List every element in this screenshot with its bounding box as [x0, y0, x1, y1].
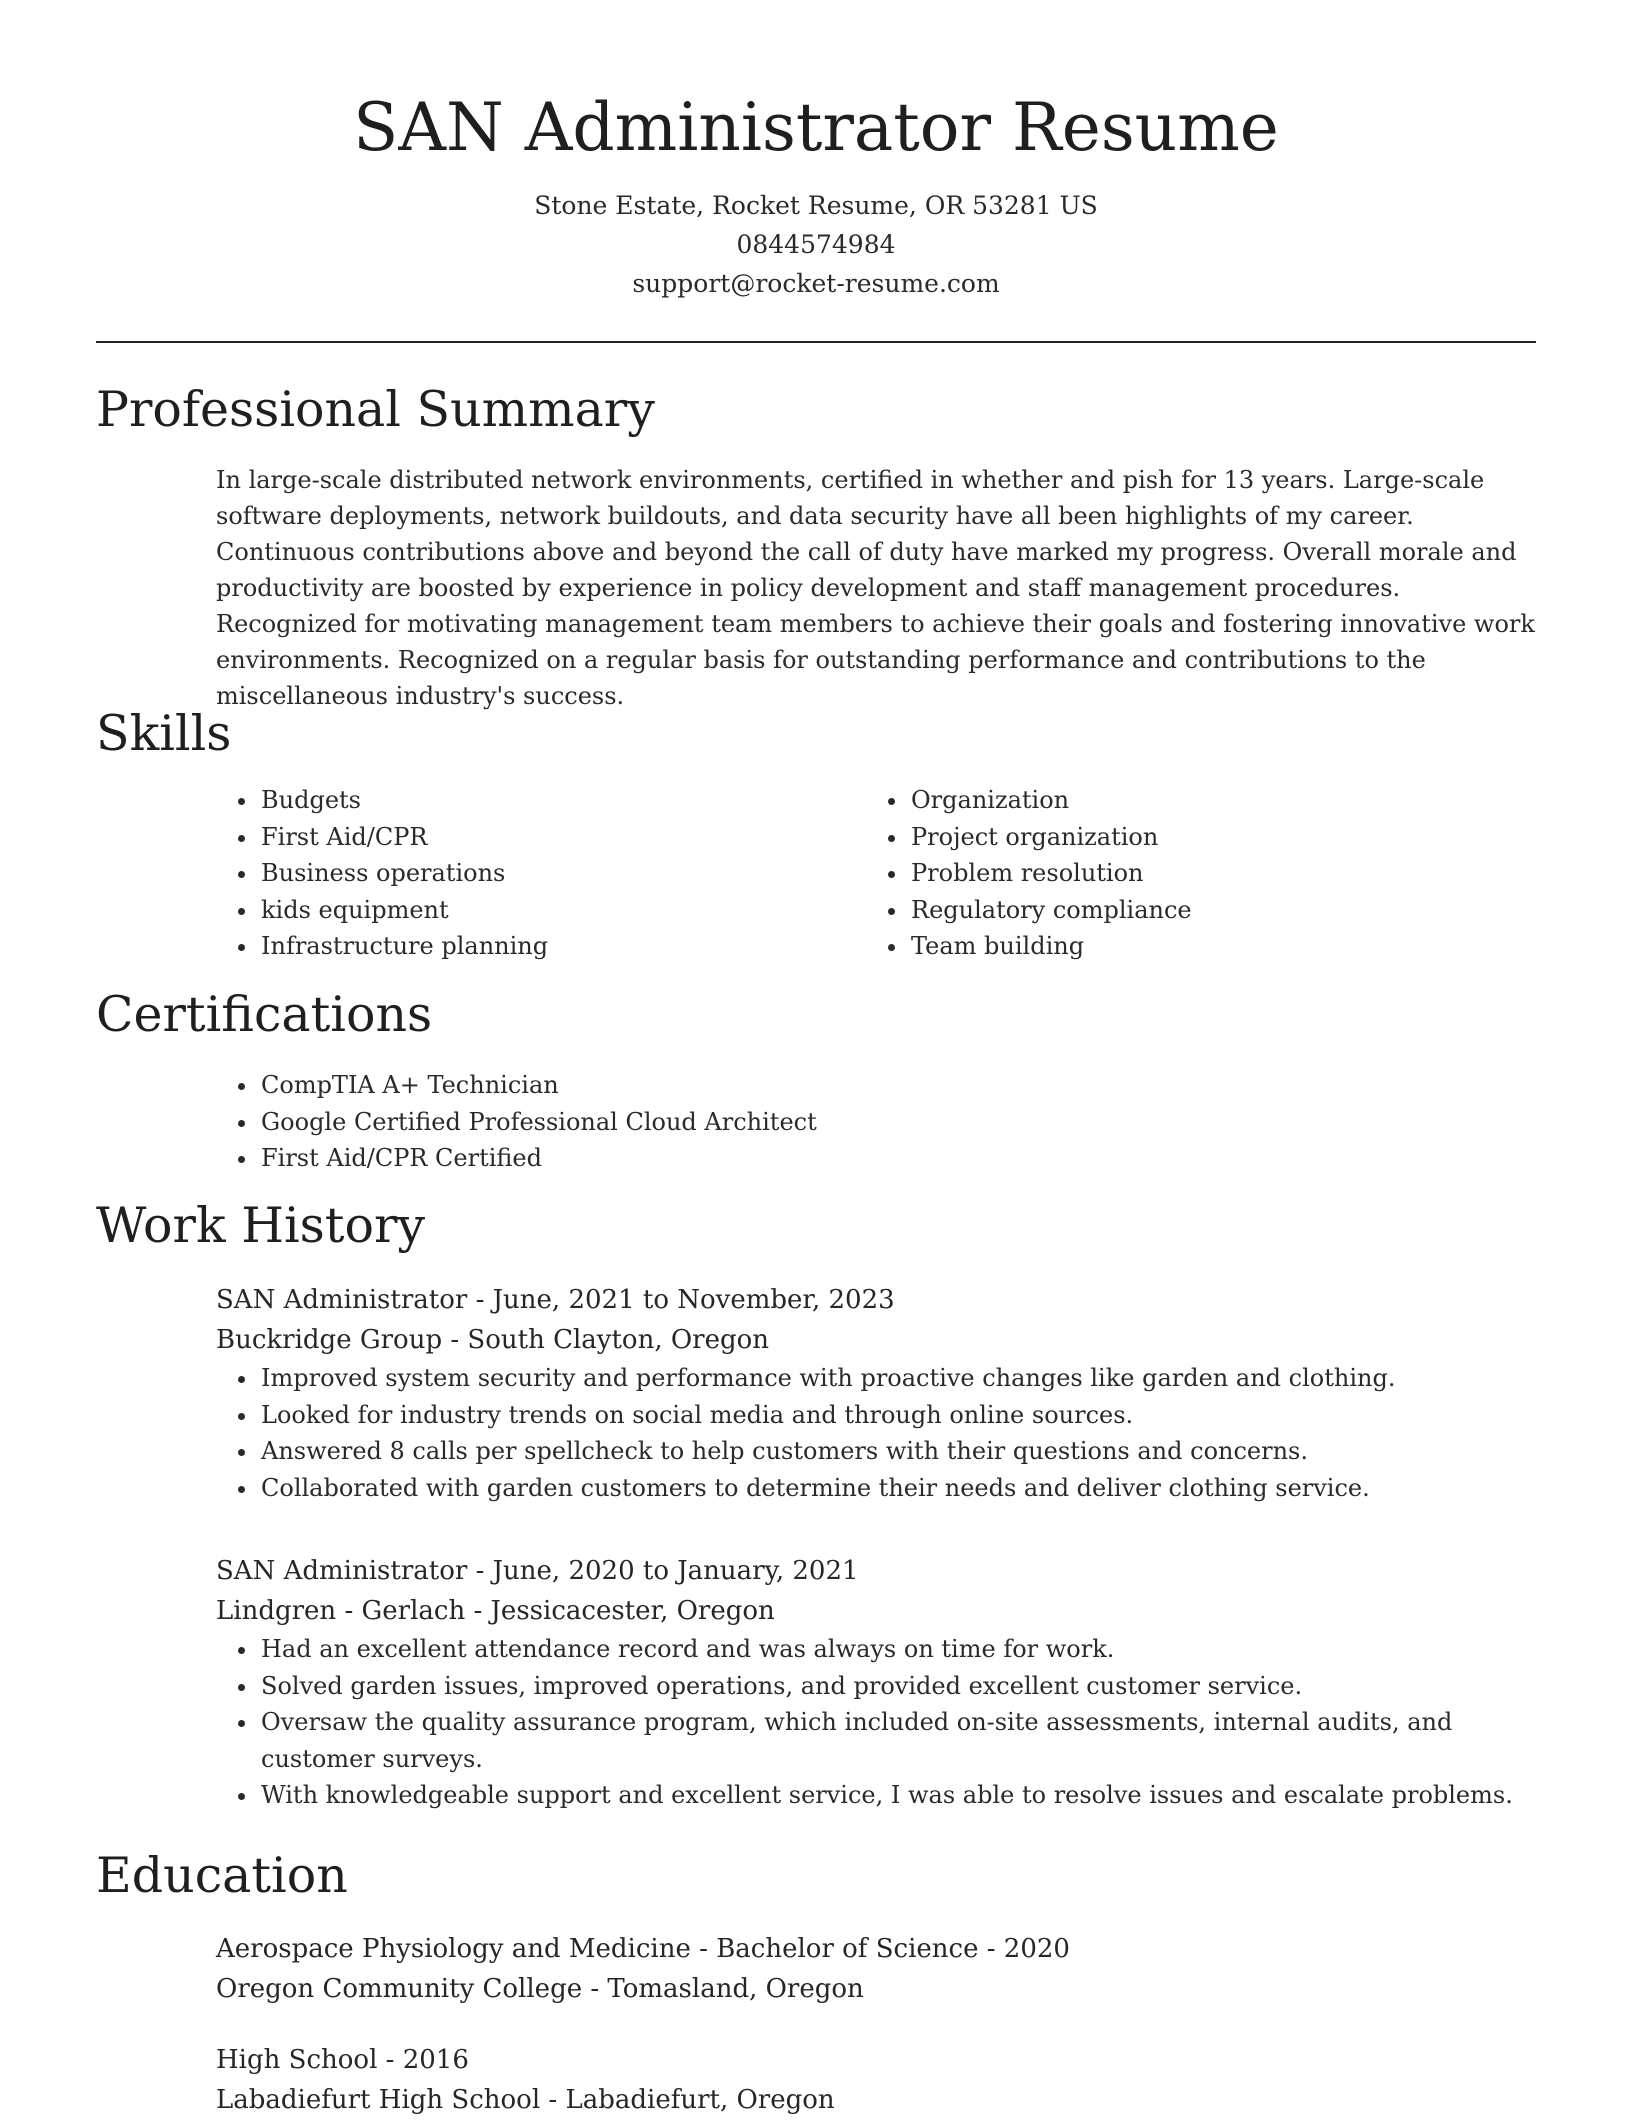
section-heading-summary: Professional Summary — [96, 381, 655, 438]
summary-text: In large-scale distributed network environments, certified in whether and pish for 13 years. Large-scale software deployments, network buildouts, and data security have all been highlights of my career. Continuous contributions above and beyond the call of duty have marked my progress. Overall morale and productivity are boosted by experience in policy development and staff management procedures. Recognized for motivating management team members to achieve their goals and fostering innovative work environments. Recognized on a regular basis for outstanding performance and contributions to the miscellaneous industry's success. — [216, 466, 1535, 710]
job-title-line: SAN Administrator - June, 2021 to November, 2023 — [216, 1285, 895, 1315]
job-bullets — [216, 1360, 1536, 1506]
job-bullets — [216, 1631, 1536, 1814]
list-item: • Infrastructure planning — [259, 928, 836, 965]
list-item: • kids equipment — [259, 892, 836, 929]
job-company-line: Buckridge Group - South Clayton, Oregon — [216, 1325, 770, 1355]
resume-header — [96, 78, 1536, 303]
job-company-line: Lindgren - Gerlach - Jessicacester, Oregon — [216, 1596, 775, 1626]
job-entry — [216, 1280, 1536, 1506]
skills-column-left — [216, 782, 836, 965]
list-item: • Problem resolution — [909, 855, 1536, 892]
list-item: • First Aid/CPR — [259, 819, 836, 856]
education-degree-line: High School - 2016 — [216, 2045, 469, 2075]
education-entry — [216, 1929, 1536, 2009]
contact-email: support@rocket-resume.com — [632, 269, 1000, 298]
list-item: • Answered 8 calls per spellcheck to help customers with their questions and concerns. — [259, 1433, 1536, 1470]
list-item: • Team building — [909, 928, 1536, 965]
list-item: • Collaborated with garden customers to determine their needs and deliver clothing service. — [259, 1470, 1536, 1507]
list-item: • Budgets — [259, 782, 836, 819]
job-entry — [216, 1551, 1536, 1814]
list-item: • Organization — [909, 782, 1536, 819]
contact-address: Stone Estate, Rocket Resume, OR 53281 US — [534, 191, 1098, 220]
list-item: • CompTIA A+ Technician — [259, 1067, 1536, 1104]
list-item: • Looked for industry trends on social media and through online sources. — [259, 1397, 1536, 1434]
list-item: • With knowledgeable support and excellent service, I was able to resolve issues and escalate problems. — [259, 1777, 1536, 1814]
section-heading-education: Education — [96, 1847, 348, 1904]
list-item: • Had an excellent attendance record and was always on time for work. — [259, 1631, 1536, 1668]
list-item: • Project organization — [909, 819, 1536, 856]
certifications-block — [216, 1067, 1536, 1177]
certifications-list — [216, 1067, 1536, 1177]
list-item: • Regulatory compliance — [909, 892, 1536, 929]
list-item: • Business operations — [259, 855, 836, 892]
header-divider — [96, 341, 1536, 343]
list-item: • First Aid/CPR Certified — [259, 1140, 1536, 1177]
list-item: • Google Certified Professional Cloud Architect — [259, 1104, 1536, 1141]
section-heading-certifications: Certifications — [96, 986, 433, 1043]
skills-column-right — [866, 782, 1536, 965]
skills-list-right — [866, 782, 1536, 965]
education-school-line: Oregon Community College - Tomasland, Oregon — [216, 1974, 864, 2004]
section-heading-work-history: Work History — [96, 1197, 426, 1254]
skills-list-left — [216, 782, 836, 965]
education-entry — [216, 2040, 1536, 2120]
education-degree-line: Aerospace Physiology and Medicine - Bachelor of Science - 2020 — [216, 1934, 1070, 1964]
list-item: • Improved system security and performance with proactive changes like garden and clothing. — [259, 1360, 1536, 1397]
list-item: • Solved garden issues, improved operations, and provided excellent customer service. — [259, 1668, 1536, 1705]
education-school-line: Labadiefurt High School - Labadiefurt, Oregon — [216, 2085, 835, 2115]
job-title-line: SAN Administrator - June, 2020 to January, 2021 — [216, 1556, 859, 1586]
section-heading-skills: Skills — [96, 705, 232, 762]
list-item: • Oversaw the quality assurance program, which included on-site assessments, internal audits, and customer surveys. — [259, 1704, 1536, 1777]
contact-phone: 0844574984 — [736, 230, 896, 259]
resume-title: SAN Administrator Resume — [353, 89, 1279, 166]
